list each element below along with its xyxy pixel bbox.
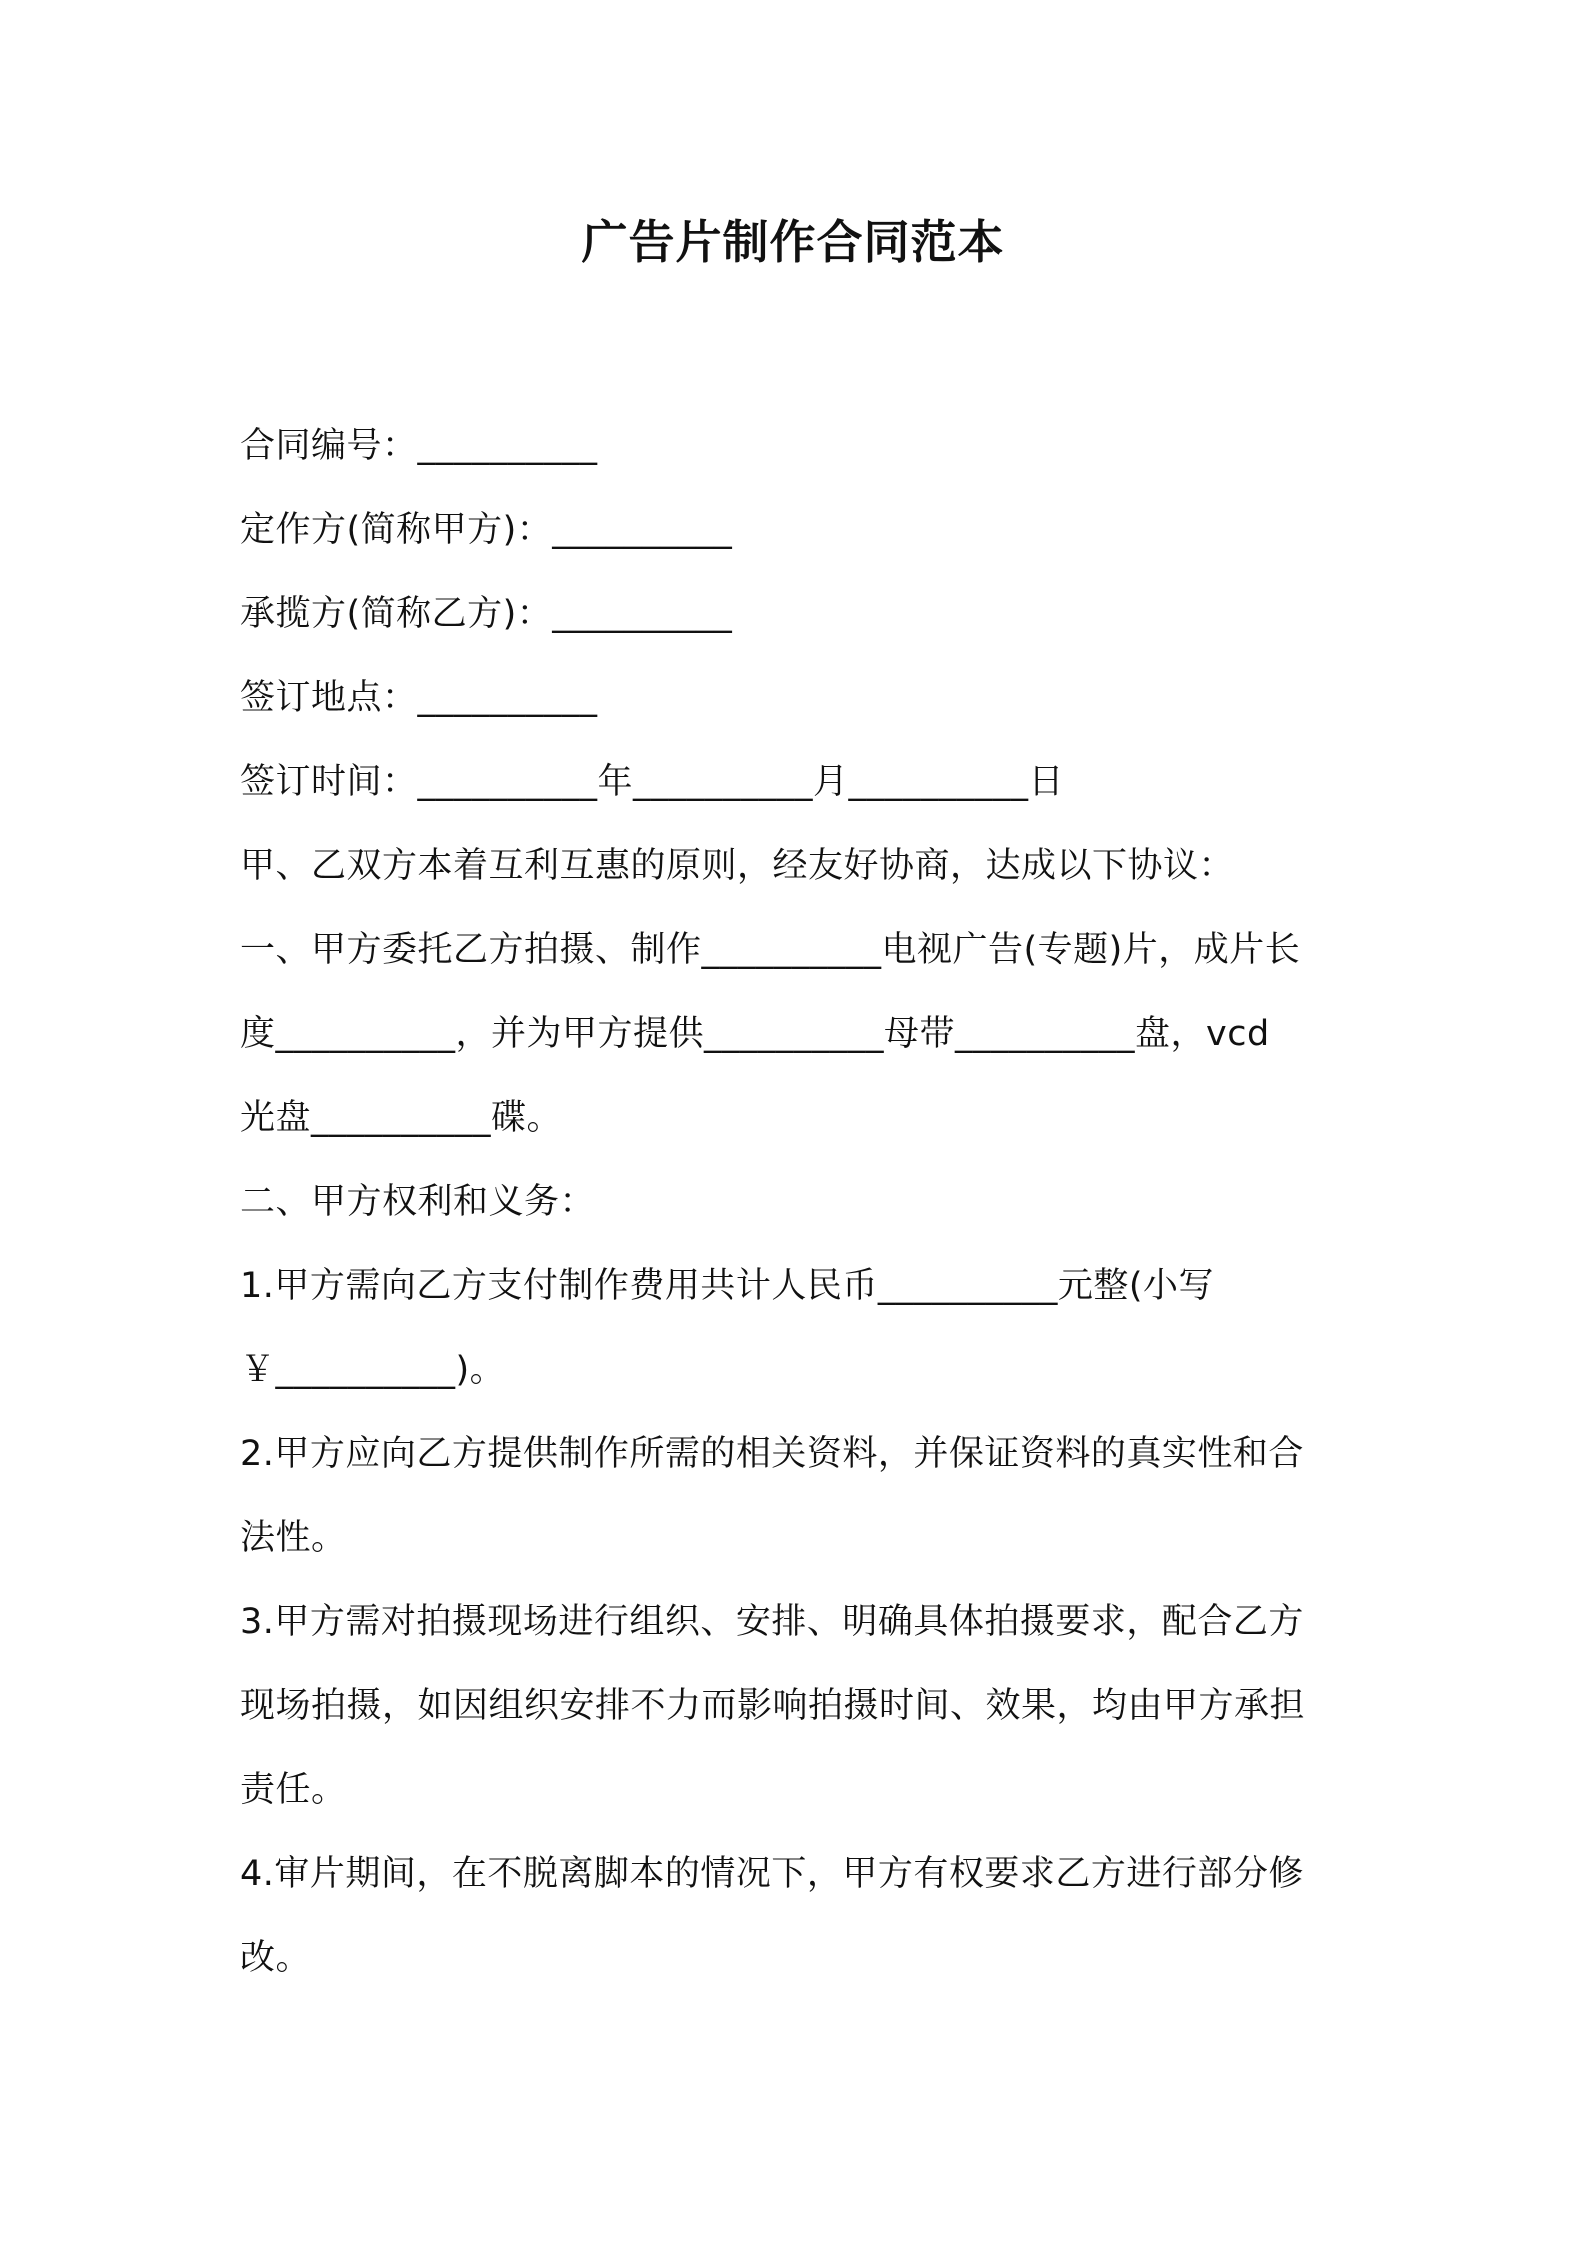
item-2-line-2: 法性。 bbox=[240, 1518, 347, 1558]
item-3-line-1: 3.甲方需对拍摄现场进行组织、安排、明确具体拍摄要求，配合乙方 bbox=[240, 1602, 1304, 1642]
preamble-line: 甲、乙双方本着互利互惠的原则，经友好协商，达成以下协议： bbox=[240, 846, 1235, 886]
item-1-line-2: ￥__________)。 bbox=[240, 1350, 506, 1390]
item-3-line-3: 责任。 bbox=[240, 1770, 347, 1810]
item-3-line-2: 现场拍摄，如因组织安排不力而影响拍摄时间、效果，均由甲方承担 bbox=[240, 1686, 1306, 1726]
item-1-line-1: 1.甲方需向乙方支付制作费用共计人民币__________元整(小写 bbox=[240, 1266, 1215, 1306]
signing-date-line: 签订时间：__________年__________月__________日 bbox=[240, 762, 1065, 802]
section-2-heading: 二、甲方权利和义务： bbox=[240, 1182, 596, 1222]
signing-place-line: 签订地点：__________ bbox=[240, 678, 598, 718]
clause-1-line-2: 度__________，并为甲方提供__________母带__________盘，vcd bbox=[240, 1014, 1270, 1054]
item-2-line-1: 2.甲方应向乙方提供制作所需的相关资料，并保证资料的真实性和合 bbox=[240, 1434, 1304, 1474]
item-4-line-2: 改。 bbox=[240, 1938, 312, 1978]
clause-1-line-3: 光盘__________碟。 bbox=[240, 1098, 563, 1138]
party-b-line: 承揽方(简称乙方)：__________ bbox=[240, 594, 733, 634]
document-body bbox=[240, 404, 1360, 2000]
clause-1-line-1: 一、甲方委托乙方拍摄、制作__________电视广告(专题)片，成片长 bbox=[240, 930, 1301, 970]
contract-number-line: 合同编号：__________ bbox=[240, 426, 598, 466]
party-a-line: 定作方(简称甲方)：__________ bbox=[240, 510, 733, 550]
document-title: 广告片制作合同范本 bbox=[581, 215, 1005, 269]
item-4-line-1: 4.审片期间，在不脱离脚本的情况下，甲方有权要求乙方进行部分修 bbox=[240, 1854, 1304, 1894]
